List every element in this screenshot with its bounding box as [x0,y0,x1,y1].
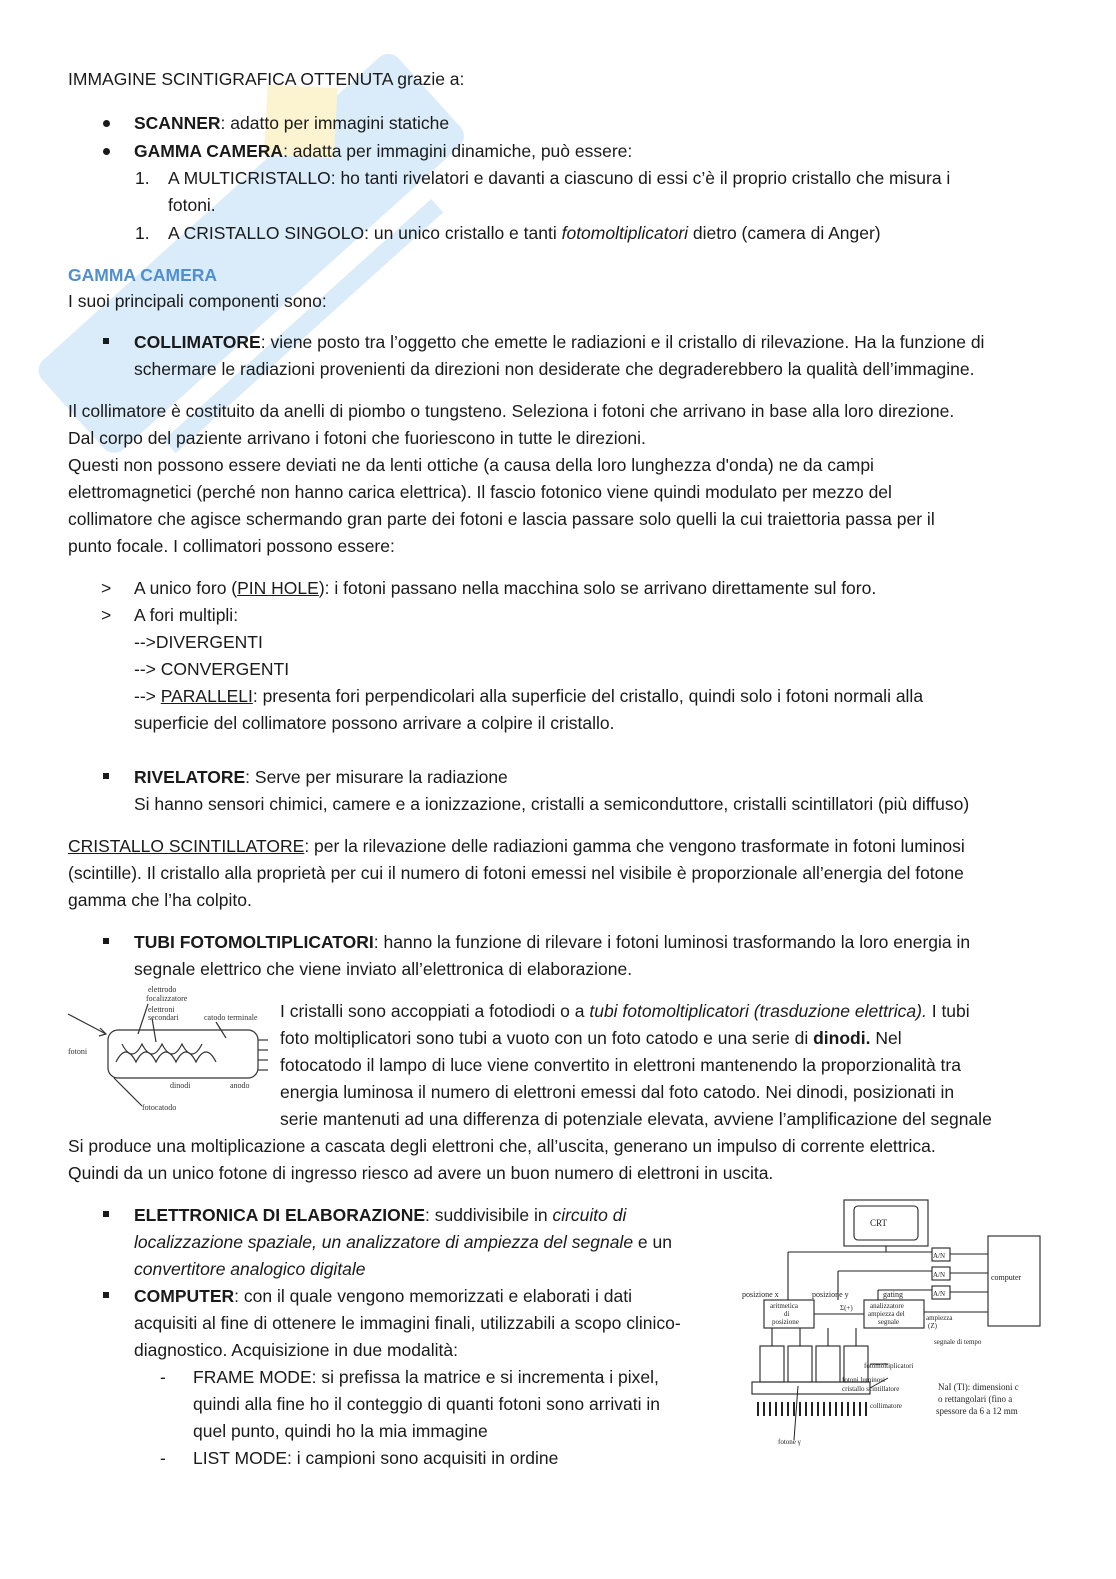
item-fori-multipli: A fori multipli: [134,605,239,625]
item-multicristallo-cont: fotoni. [168,195,216,215]
label-elettrodo: elettrodo [148,985,177,994]
list-number: 1. [135,168,150,188]
label-elettroni: elettroni [148,1005,175,1014]
item-computer: COMPUTER: con il quale vengono memorizzati e elaborati i dati [134,1286,633,1306]
item-cristallo-singolo: A CRISTALLO SINGOLO: un unico cristallo e tanti fotomoltiplicatori dietro (camera di Anger) [168,223,881,243]
item-elettronica: ELETTRONICA DI ELABORAZIONE: suddivisibile in circuito di [134,1205,627,1225]
label-dinodi: dinodi [170,1081,191,1090]
item-rivelatore: RIVELATORE: Serve per misurare la radiazione [134,767,508,787]
label-an: A/N [933,1252,946,1260]
bullet-square [103,1211,109,1217]
item-convergenti: --> CONVERGENTI [134,659,290,679]
label-fotoni: fotoni [68,1047,88,1056]
label-cristallo-scintillatore: cristallo scintillatore [842,1385,900,1393]
bullet-square [103,338,109,344]
cristallo-line: CRISTALLO SCINTILLATORE: per la rilevazione delle radiazioni gamma che vengono trasformate in fotoni luminosi [68,836,965,856]
label-computer: computer [991,1273,1022,1282]
paragraph-line: Il collimatore è costituito da anelli di piombo o tungsteno. Seleziona i fotoni che arrivano in base alla loro direzione. [68,401,955,421]
bullet-dot [103,148,110,155]
label-di: di [784,1310,790,1318]
arrow-marker: > [101,605,112,625]
list-number: 1. [135,223,150,243]
label-secondari: secondari [148,1013,179,1022]
item-frame-mode-cont: quindi alla fine ho il conteggio di quanti fotoni sono arrivati in [193,1394,660,1414]
label-sigma: Σ(+) [840,1304,853,1312]
item-elettronica-cont: convertitore analogico digitale [134,1259,366,1279]
item-gamma-camera: GAMMA CAMERA: adatta per immagini dinamiche, può essere: [134,141,633,161]
item-collimatore-cont: schermare le radiazioni provenienti da direzioni non desiderate che degraderebbero la qualità dell’immagine. [134,359,975,379]
label-crt: CRT [870,1218,887,1228]
section-heading: GAMMA CAMERA [68,265,218,285]
label-focalizzatore: focalizzatore [146,994,188,1003]
cristallo-line: (scintille). Il cristallo alla proprietà per cui il numero di fotoni emessi nel visibile è proporzionale all’energia del fotone [68,863,964,883]
gamma-camera-diagram [738,1196,1042,1450]
pmt-line: I cristalli sono accoppiati a fotodiodi o a tubi fotomoltiplicatori (trasduzione elettrica). I tubi [280,1001,970,1021]
bullet-square [103,773,109,779]
label-aritmetica: aritmetica [770,1302,798,1310]
item-tubi: TUBI FOTOMOLTIPLICATORI: hanno la funzione di rilevare i fotoni luminosi trasformando la loro energia in [134,932,971,952]
label-collimatore: collimatore [870,1402,902,1410]
label-nai: spessore da 6 a 12 mm [936,1406,1018,1416]
item-rivelatore-cont: Si hanno sensori chimici, camere e a ionizzazione, cristalli a semiconduttore, cristalli scintillatori (più diffuso) [134,794,970,814]
bullet-square [103,1292,109,1298]
label-analizzatore: analizzatore [870,1302,904,1310]
label-fotomoltiplicatori: fotomoltiplicatori [864,1362,914,1370]
item-paralleli-cont: superficie del collimatore possono arrivare a colpire il cristallo. [134,713,615,733]
label-ampiezza: ampiezza [926,1314,953,1322]
item-elettronica-cont: localizzazione spaziale, un analizzatore di ampiezza del segnale e un [134,1232,672,1252]
pmt-line: fotocatodo il lampo di luce viene convertito in elettroni mantenendo la proporzionalità tra [280,1055,961,1075]
photomultiplier-diagram [66,982,276,1114]
dash-marker: - [160,1367,166,1387]
bullet-dot [103,120,110,127]
bullet-square [103,938,109,944]
pmt-line: Quindi da un unico fotone di ingresso riesco ad avere un buon numero di elettroni in uscita. [68,1163,774,1183]
label-fotocatodo: fotocatodo [142,1103,177,1112]
label-posizione: posizione [772,1318,799,1326]
item-divergenti: -->DIVERGENTI [134,632,263,652]
label-z: (Z) [928,1322,937,1330]
label-an: A/N [933,1271,946,1279]
paragraph-line: punto focale. I collimatori possono essere: [68,536,395,556]
label-gating: gating [883,1290,903,1299]
label-nai: o rettangolari (fino a [938,1394,1013,1404]
item-collimatore: COLLIMATORE: viene posto tra l’oggetto che emette le radiazioni e il cristallo di rilevazione. Ha la funzione di [134,332,985,352]
cristallo-line: gamma che l’ha colpito. [68,890,252,910]
label-nai: NaI (Tl): dimensioni c [938,1382,1019,1392]
paragraph-line: Questi non possono essere deviati ne da lenti ottiche (a causa della loro lunghezza d'onda) ne da campi [68,455,874,475]
label-an: A/N [933,1290,946,1298]
label-posizione-x: posizione x [742,1290,779,1299]
paragraph-line: Dal corpo del paziente arrivano i fotoni che fuoriescono in tutte le direzioni. [68,428,646,448]
item-pin-hole: A unico foro (PIN HOLE): i fotoni passano nella macchina solo se arrivano direttamente sul foro. [134,578,877,598]
watermark-logo [20,40,490,460]
label-segnale: segnale [878,1318,899,1326]
pmt-line: energia luminosa il numero di elettroni emessi dal foto catodo. Nei dinodi, posizionati in [280,1082,955,1102]
item-frame-mode-cont: quel punto, quindi ho la mia immagine [193,1421,488,1441]
item-list-mode: LIST MODE: i campioni sono acquisiti in ordine [193,1448,559,1468]
pmt-line: foto moltiplicatori sono tubi a vuoto con un foto catodo e una serie di dinodi. Nel [280,1028,902,1048]
label-posizione-y: posizione y [812,1290,849,1299]
item-scanner: SCANNER: adatto per immagini statiche [134,113,450,133]
intro-line: IMMAGINE SCINTIGRAFICA OTTENUTA grazie a: [68,69,465,89]
pmt-line: Si produce una moltiplicazione a cascata degli elettroni che, all’uscita, generano un impulso di corrente elettrica. [68,1136,936,1156]
pmt-line: serie mantenuti ad una differenza di potenziale elevata, avviene l’amplificazione del segnale [280,1109,992,1129]
label-fotone-gamma: fotone γ [778,1438,801,1446]
label-ampiezza-del: ampiezza del [868,1310,905,1318]
item-multicristallo: A MULTICRISTALLO: ho tanti rivelatori e davanti a ciascuno di essi c’è il proprio cristallo che misura i [168,168,951,188]
paragraph-line: elettromagnetici (perché non hanno carica elettrica). Il fascio fotonico viene quindi modulato per mezzo del [68,482,892,502]
label-anodo: anodo [230,1081,250,1090]
label-segnale-tempo: segnale di tempo [934,1338,982,1346]
item-frame-mode: FRAME MODE: si prefissa la matrice e si incrementa i pixel, [193,1367,659,1387]
item-computer-cont: diagnostico. Acquisizione in due modalità: [134,1340,458,1360]
item-paralleli: --> PARALLELI: presenta fori perpendicolari alla superficie del cristallo, quindi solo i fotoni normali alla [134,686,924,706]
item-tubi-cont: segnale elettrico che viene inviato all’elettronica di elaborazione. [134,959,633,979]
item-computer-cont: acquisiti al fine di ottenere le immagini finali, utilizzabili a scopo clinico- [134,1313,681,1333]
dash-marker: - [160,1448,166,1468]
label-fotoni-luminosi: fotoni luminosi [842,1376,885,1384]
label-catodo-terminale: catodo terminale [204,1013,258,1022]
paragraph-line: collimatore che agisce schermando gran parte dei fotoni e lascia passare solo quelli la cui traiettoria passa per il [68,509,935,529]
components-intro: I suoi principali componenti sono: [68,291,327,311]
arrow-marker: > [101,578,112,598]
